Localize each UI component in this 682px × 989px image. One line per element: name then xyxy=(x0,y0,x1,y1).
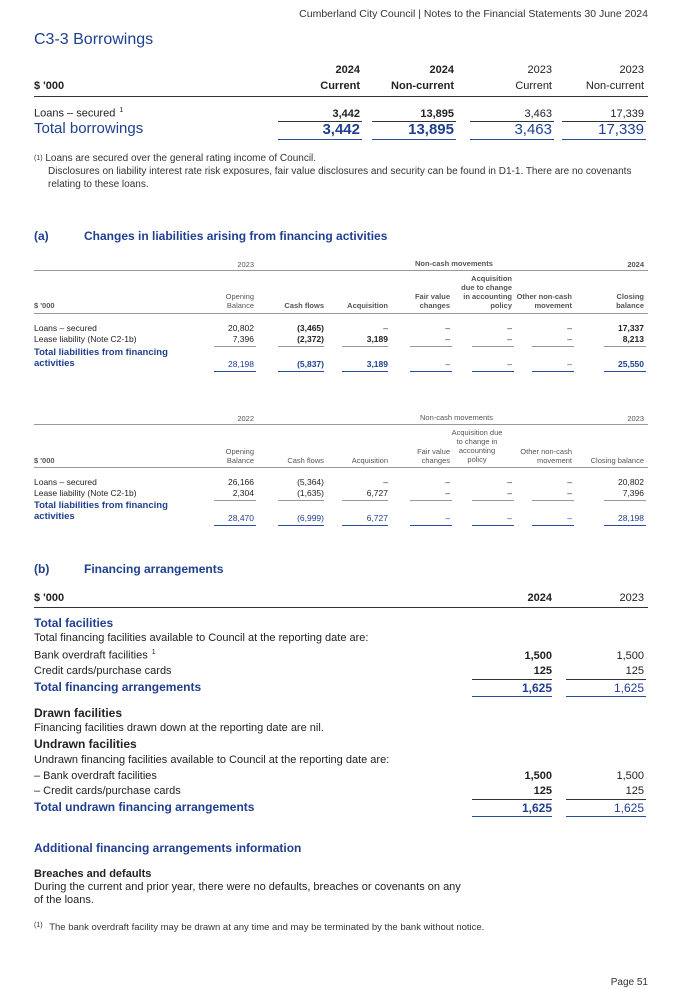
col-year: 2023 xyxy=(619,592,644,604)
undrawn-intro: Undrawn financing facilities available to Council at the reporting date are: xyxy=(34,754,390,766)
header-line: Other non-cash xyxy=(520,447,572,456)
col-year: 2023 xyxy=(527,64,552,76)
total-facilities-heading: Total facilities xyxy=(34,616,114,630)
header-line: Acquisition xyxy=(471,274,512,283)
cell: – xyxy=(445,513,450,523)
cell: 3,442 xyxy=(322,121,360,138)
borrowings-footnote-2 xyxy=(48,166,658,191)
cell: 125 xyxy=(533,785,552,797)
cell: 8,213 xyxy=(622,334,644,344)
cell: 3,189 xyxy=(366,359,388,369)
cell: 13,895 xyxy=(420,108,454,120)
cash-flows-header: Cash flows xyxy=(284,301,324,310)
col-label: Non-current xyxy=(391,80,454,92)
label-line: activities xyxy=(34,358,75,369)
cell: 1,625 xyxy=(613,801,644,815)
cell: – xyxy=(567,359,572,369)
cell: – xyxy=(567,334,572,344)
header-line: Fair value xyxy=(417,447,450,456)
unit-label: $ '000 xyxy=(34,456,55,465)
year-close: 2024 xyxy=(627,260,644,269)
total-label xyxy=(34,347,168,369)
cell: 20,802 xyxy=(618,477,644,487)
cell: – xyxy=(445,323,450,333)
cell: – xyxy=(445,477,450,487)
header-line: changes xyxy=(421,456,450,465)
cell: (2,372) xyxy=(297,334,324,344)
cell: 1,625 xyxy=(521,801,552,815)
total-label: Total undrawn financing arrangements xyxy=(34,800,255,814)
footnote-text: The bank overdraft facility may be drawn at any time and may be terminated by the bank without notice. xyxy=(49,922,485,933)
cell: 2,304 xyxy=(232,488,254,498)
section-b-title: Financing arrangements xyxy=(84,562,224,576)
cell: 1,625 xyxy=(521,681,552,695)
footnote-text: relating to these loans. xyxy=(48,178,149,190)
header-line: Closing xyxy=(616,292,644,301)
header-line: policy xyxy=(490,301,512,310)
cell: – xyxy=(445,334,450,344)
cell: – xyxy=(445,488,450,498)
cell: 125 xyxy=(625,785,644,797)
section-a-title: Changes in liabilities arising from financing activities xyxy=(84,229,388,243)
cell: 1,500 xyxy=(524,650,552,662)
other-header xyxy=(502,292,572,310)
header-line: Balance xyxy=(226,301,254,310)
drawn-heading: Drawn facilities xyxy=(34,706,123,720)
header-line: movement xyxy=(536,456,572,465)
footnote-ref: 1 xyxy=(151,649,156,656)
section-b-letter: (b) xyxy=(34,562,50,576)
col-year: 2024 xyxy=(527,592,552,604)
borrowings-footnote xyxy=(34,153,316,166)
row-label: Credit cards/purchase cards xyxy=(34,665,172,677)
additional-title: Additional financing arrangements information xyxy=(34,841,302,855)
cell: – xyxy=(507,323,512,333)
cell: 25,550 xyxy=(618,359,644,369)
text-line: During the current and prior year, there were no defaults, breaches or covenants on any xyxy=(34,881,461,893)
cell: 17,337 xyxy=(618,323,644,333)
closing-header: Closing balance xyxy=(590,456,644,465)
noncash-header: Non-cash movements xyxy=(420,413,493,422)
footnote-text: Disclosures on liability interest rate risk exposures, fair value disclosures and security can be found in D1-1. There are no covenants xyxy=(48,166,632,177)
page-number: Page 51 xyxy=(610,977,648,988)
header-line: movement xyxy=(534,301,572,310)
bank-overdraft-row xyxy=(34,649,156,662)
cell: 28,198 xyxy=(618,513,644,523)
col-year: 2024 xyxy=(429,64,454,76)
col-label: Current xyxy=(515,80,552,92)
facilities-intro: Total financing facilities available to Council at the reporting date are: xyxy=(34,632,369,644)
year-open: 2023 xyxy=(237,260,254,269)
cell: – xyxy=(383,477,388,487)
cell: – xyxy=(507,488,512,498)
cell: 7,396 xyxy=(622,488,644,498)
cell: (5,837) xyxy=(297,359,324,369)
unit-label: $ '000 xyxy=(34,592,65,604)
label-line: activities xyxy=(34,511,75,522)
col-year: 2023 xyxy=(619,64,644,76)
row-label: Loans – secured xyxy=(34,323,97,333)
section-a-letter: (a) xyxy=(34,229,49,243)
row-label: Lease liability (Note C2-1b) xyxy=(34,334,137,344)
noncash-header: Non-cash movements xyxy=(415,259,493,268)
footnote-ref: 1 xyxy=(119,107,124,114)
cell: 13,895 xyxy=(408,121,454,138)
unit-label: $ '000 xyxy=(34,301,55,310)
header-line: balance xyxy=(616,301,644,310)
section-title: C3-3 Borrowings xyxy=(34,31,154,48)
text-line: of the loans. xyxy=(34,894,94,906)
header-line: due to change xyxy=(461,283,512,292)
row-label: Bank overdraft facilities xyxy=(34,649,148,662)
row-label: – Credit cards/purchase cards xyxy=(34,785,181,797)
other-header xyxy=(502,447,572,465)
header-line: Opening xyxy=(225,292,254,301)
cell: – xyxy=(507,477,512,487)
cell: 3,189 xyxy=(366,334,388,344)
closing-header xyxy=(584,292,644,310)
cell: 1,500 xyxy=(616,770,644,782)
header-line: to change in xyxy=(456,437,498,446)
cell: – xyxy=(567,488,572,498)
row-label: Loans – secured xyxy=(34,107,116,120)
cell: – xyxy=(507,513,512,523)
acquisition-header: Acquisition xyxy=(351,456,388,465)
col-label: Current xyxy=(320,80,360,92)
header-line: Balance xyxy=(226,456,254,465)
footnote-marker: (1) xyxy=(34,922,43,929)
header-line: in accounting xyxy=(463,292,512,301)
overdraft-footnote xyxy=(34,922,484,933)
total-label: Total financing arrangements xyxy=(34,680,202,694)
footnote-text: Loans are secured over the general rating income of Council. xyxy=(45,153,317,164)
cell: 3,463 xyxy=(524,108,552,120)
cell: 1,500 xyxy=(616,650,644,662)
year-close: 2023 xyxy=(627,414,644,423)
cell: – xyxy=(567,513,572,523)
cell: (6,999) xyxy=(297,513,324,523)
total-label xyxy=(34,500,168,522)
col-label: Non-current xyxy=(585,80,644,92)
label-line: Total liabilities from financing xyxy=(34,500,168,511)
cell: 7,396 xyxy=(232,334,254,344)
cell: 3,463 xyxy=(514,121,552,138)
header-line: Fair value xyxy=(414,292,450,301)
footnote-marker: (1) xyxy=(34,155,43,162)
cell: 6,727 xyxy=(366,513,388,523)
cell: – xyxy=(383,323,388,333)
cash-flows-header: Cash flows xyxy=(287,456,324,465)
cell: 125 xyxy=(533,665,552,677)
label-line: Total liabilities from financing xyxy=(34,347,168,358)
opening-header xyxy=(194,447,254,465)
cell: 20,802 xyxy=(228,323,254,333)
col-year: 2024 xyxy=(335,64,360,76)
fair-value-header xyxy=(390,447,450,465)
row-label: – Bank overdraft facilities xyxy=(34,770,157,782)
cell: (1,635) xyxy=(297,488,324,498)
cell: 17,339 xyxy=(598,121,644,138)
cell: (3,465) xyxy=(297,323,324,333)
cell: 6,727 xyxy=(366,488,388,498)
cell: – xyxy=(507,334,512,344)
breaches-heading: Breaches and defaults xyxy=(34,868,152,880)
running-header: Cumberland City Council | Notes to the Financial Statements 30 June 2024 xyxy=(299,8,648,20)
undrawn-heading: Undrawn facilities xyxy=(34,737,137,751)
cell: – xyxy=(507,359,512,369)
cell: 26,166 xyxy=(228,477,254,487)
cell: 3,442 xyxy=(332,108,360,120)
cell: – xyxy=(445,359,450,369)
row-label: Lease liability (Note C2-1b) xyxy=(34,488,137,498)
drawn-text: Financing facilities drawn down at the reporting date are nil. xyxy=(34,722,324,734)
header-line: Opening xyxy=(225,447,254,456)
cell: 1,500 xyxy=(524,770,552,782)
total-borrowings-label: Total borrowings xyxy=(34,120,144,137)
year-open: 2022 xyxy=(237,414,254,423)
cell: 1,625 xyxy=(613,681,644,695)
acquisition-header: Acquisition xyxy=(347,301,388,310)
cell: 28,470 xyxy=(228,513,254,523)
fair-value-header xyxy=(390,292,450,310)
unit-label: $ '000 xyxy=(34,80,65,92)
header-line: accounting xyxy=(458,446,496,455)
header-line: policy xyxy=(467,455,487,464)
cell: – xyxy=(567,477,572,487)
cell: 125 xyxy=(625,665,644,677)
row-label-loans xyxy=(34,107,123,120)
cell: 17,339 xyxy=(610,108,644,120)
cell: – xyxy=(567,323,572,333)
opening-header xyxy=(194,292,254,310)
cell: (5,364) xyxy=(297,477,324,487)
header-line: changes xyxy=(419,301,450,310)
row-label: Loans – secured xyxy=(34,477,97,487)
header-line: Other non-cash xyxy=(516,292,572,301)
breaches-text xyxy=(34,881,461,907)
cell: 28,198 xyxy=(228,359,254,369)
header-line: Acquisition due xyxy=(451,428,503,437)
